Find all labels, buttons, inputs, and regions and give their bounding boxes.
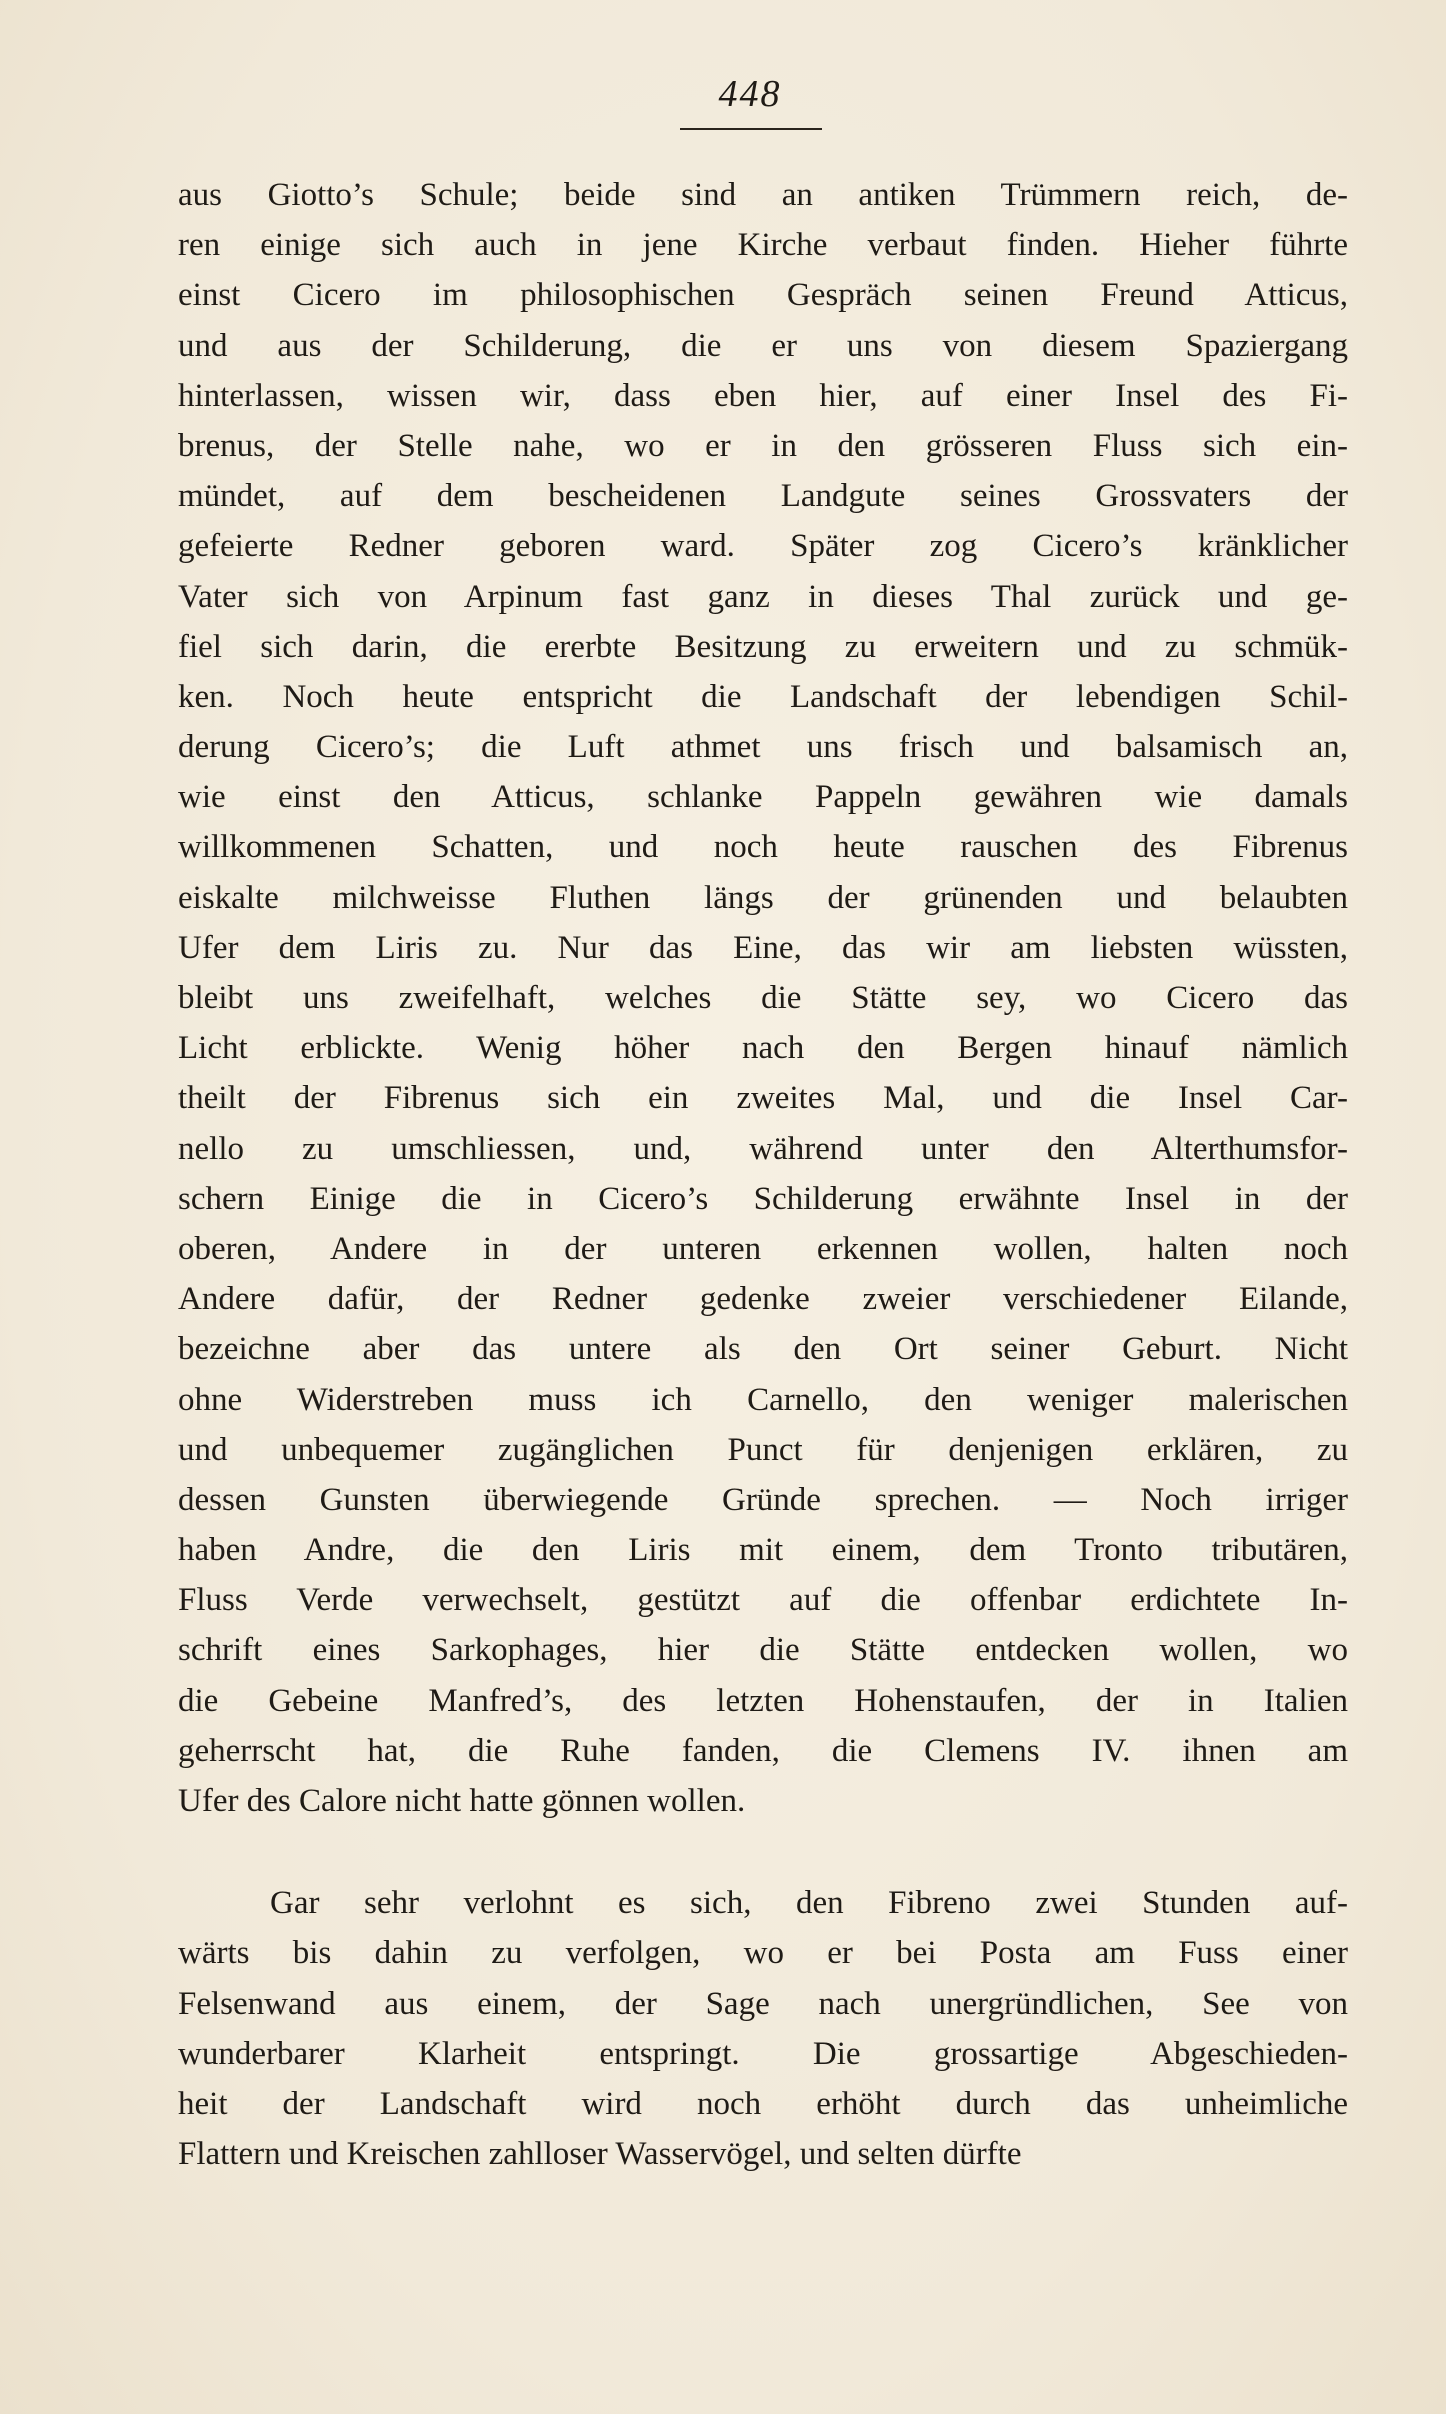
text-line: ohne Widerstreben muss ich Carnello, den weniger malerischen (178, 1381, 1348, 1418)
text-line: haben Andre, die den Liris mit einem, dem Tronto tributären, (178, 1532, 1348, 1569)
body-text (178, 170, 1348, 2179)
text-line: schrift eines Sarkophages, hier die Stätte entdecken wollen, wo (178, 1632, 1348, 1669)
text-line: Fluss Verde verwechselt, gestützt auf die offenbar erdichtete In- (178, 1582, 1348, 1619)
text-line: bezeichne aber das untere als den Ort seiner Geburt. Nicht (178, 1331, 1348, 1368)
text-line: aus Giotto’s Schule; beide sind an antiken Trümmern reich, de- (178, 177, 1348, 213)
text-line: wärts bis dahin zu verfolgen, wo er bei Posta am Fuss einer (178, 1935, 1348, 1972)
text-line: wie einst den Atticus, schlanke Pappeln gewähren wie damals (178, 779, 1348, 816)
text-line: hinterlassen, wissen wir, dass eben hier, auf einer Insel des Fi- (178, 377, 1348, 414)
text-line: wunderbarer Klarheit entspringt. Die grossartige Abgeschieden- (178, 2035, 1348, 2072)
paragraph-2 (178, 1878, 1348, 2179)
text-line: ken. Noch heute entspricht die Landschaft der lebendigen Schil- (178, 678, 1348, 715)
text-line: eiskalte milchweisse Fluthen längs der grünenden und belaubten (178, 879, 1348, 916)
text-line: und unbequemer zugänglichen Punct für denjenigen erklären, zu (178, 1431, 1348, 1468)
text-line: schern Einige die in Cicero’s Schilderung erwähnte Insel in der (178, 1180, 1348, 1217)
text-line: die Gebeine Manfred’s, des letzten Hohenstaufen, der in Italien (178, 1682, 1348, 1719)
page-number-rule (680, 128, 822, 130)
text-line: gefeierte Redner geboren ward. Später zog Cicero’s kränklicher (178, 528, 1348, 565)
text-line: heit der Landschaft wird noch erhöht durch das unheimliche (178, 2085, 1348, 2122)
text-line: nello zu umschliessen, und, während unter den Alterthumsfor- (178, 1130, 1348, 1167)
text-line: theilt der Fibrenus sich ein zweites Mal, und die Insel Car- (178, 1080, 1348, 1117)
text-line: Vater sich von Arpinum fast ganz in dieses Thal zurück und ge- (178, 578, 1348, 615)
paragraph-1 (178, 170, 1348, 1826)
text-line: willkommenen Schatten, und noch heute rauschen des Fibrenus (178, 829, 1348, 866)
text-line: fiel sich darin, die ererbte Besitzung zu erweitern und zu schmük- (178, 628, 1348, 665)
text-line: bleibt uns zweifelhaft, welches die Stätte sey, wo Cicero das (178, 980, 1348, 1016)
text-line: brenus, der Stelle nahe, wo er in den grösseren Fluss sich ein- (178, 427, 1348, 464)
text-line: mündet, auf dem bescheidenen Landgute seines Grossvaters der (178, 478, 1348, 515)
text-line: Felsenwand aus einem, der Sage nach unergründlichen, See von (178, 1985, 1348, 2022)
text-line: Gar sehr verlohnt es sich, den Fibreno zwei Stunden auf- (270, 1885, 1348, 1922)
text-line: Ufer des Calore nicht hatte gönnen wollen. (178, 1783, 746, 1819)
text-line: und aus der Schilderung, die er uns von diesem Spaziergang (178, 327, 1348, 364)
page-number: 448 (718, 73, 782, 115)
text-line: Licht erblickte. Wenig höher nach den Bergen hinauf nämlich (178, 1030, 1348, 1067)
text-line: dessen Gunsten überwiegende Gründe sprechen. — Noch irriger (178, 1481, 1348, 1518)
text-line: Flattern und Kreischen zahlloser Wasservögel, und selten dürfte (178, 2136, 1022, 2173)
text-line: Andere dafür, der Redner gedenke zweier verschiedener Eilande, (178, 1281, 1348, 1318)
text-line: oberen, Andere in der unteren erkennen wollen, halten noch (178, 1230, 1348, 1267)
text-line: geherrscht hat, die Ruhe fanden, die Clemens IV. ihnen am (178, 1732, 1348, 1769)
text-line: einst Cicero im philosophischen Gespräch seinen Freund Atticus, (178, 277, 1348, 314)
text-line: ren einige sich auch in jene Kirche verbaut finden. Hieher führte (178, 227, 1348, 264)
text-line: derung Cicero’s; die Luft athmet uns frisch und balsamisch an, (178, 729, 1348, 766)
text-line: Ufer dem Liris zu. Nur das Eine, das wir am liebsten wüssten, (178, 929, 1348, 966)
